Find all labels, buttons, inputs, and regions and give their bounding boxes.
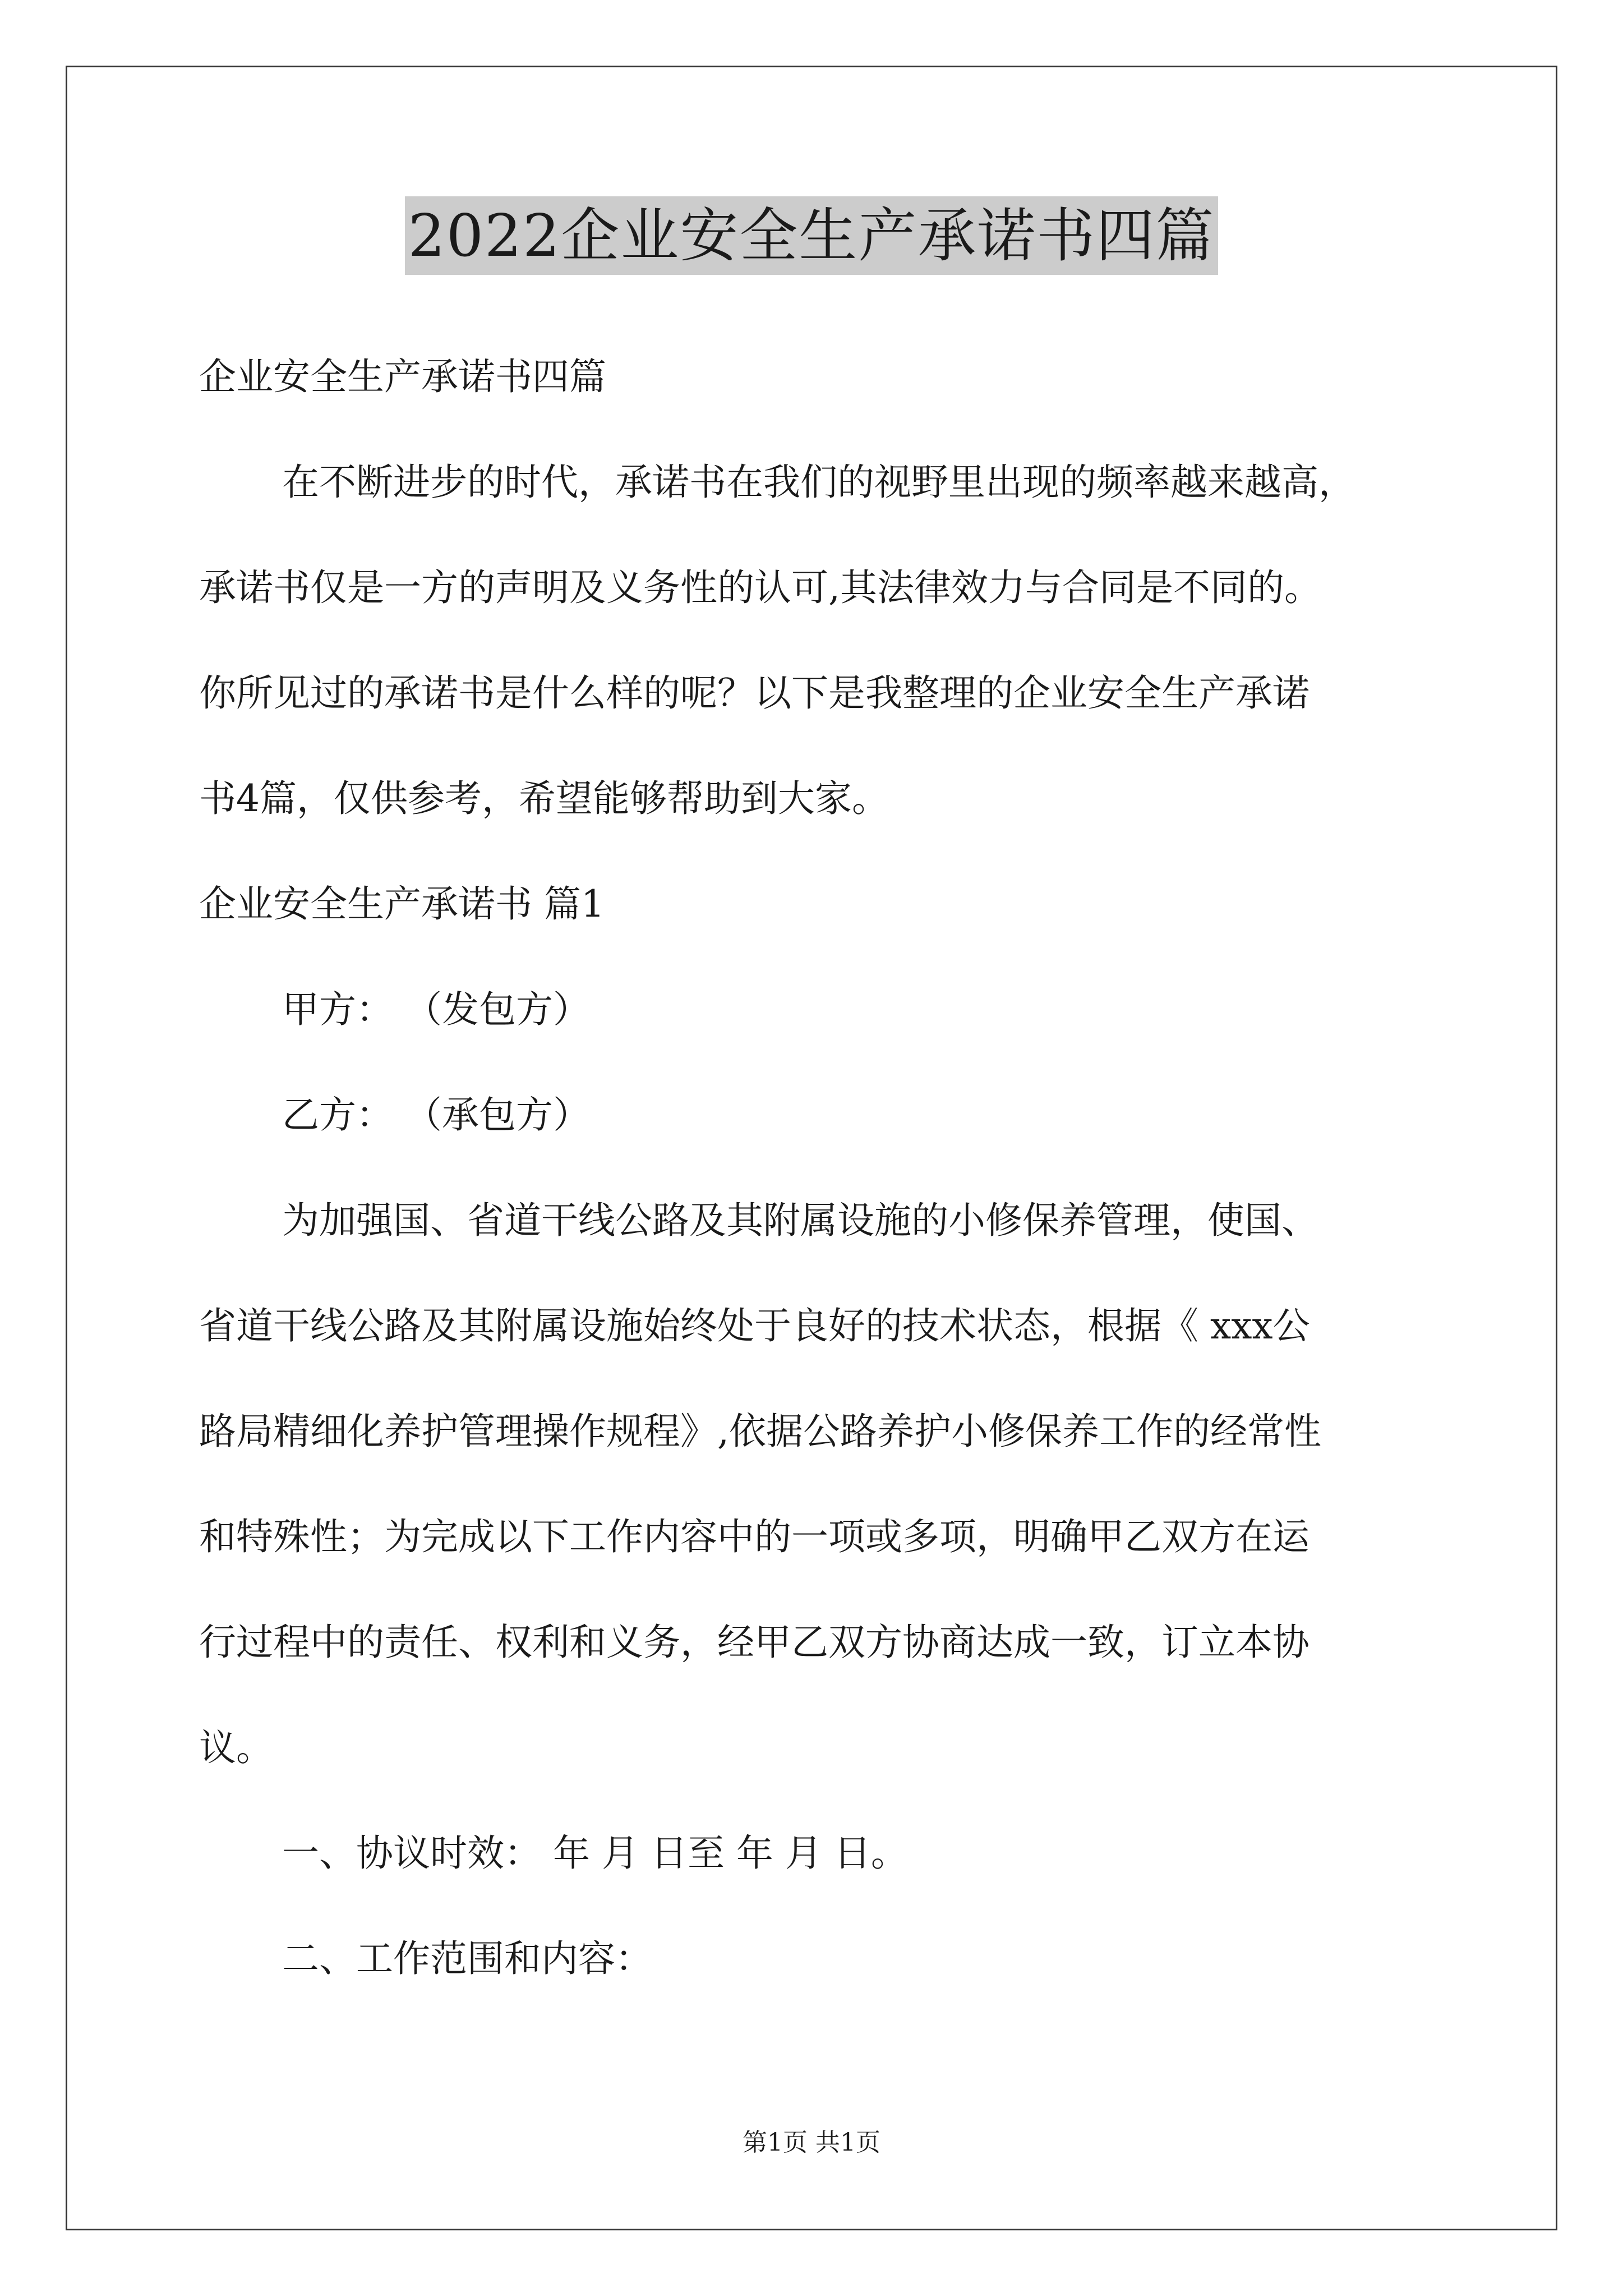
paragraph-line: 路局精细化养护管理操作规程》,依据公路养护小修保养工作的经常性: [199, 1410, 1321, 1453]
party-a-line: 甲方： （发包方）: [282, 988, 590, 1031]
paragraph-line: 你所见过的承诺书是什么样的呢？以下是我整理的企业安全生产承诺: [199, 671, 1310, 715]
paragraph-line: 承诺书仅是一方的声明及义务性的认可,其法律效力与合同是不同的。: [199, 566, 1321, 609]
party-b-line: 乙方： （承包方）: [282, 1093, 590, 1137]
paragraph-line: 省道干线公路及其附属设施始终处于良好的技术状态，根据《 xxx公: [199, 1304, 1310, 1347]
paragraph-line: 书4篇，仅供参考，希望能够帮助到大家。: [199, 777, 889, 820]
title-container: [0, 196, 1623, 275]
paragraph-line: 为加强国、省道干线公路及其附属设施的小修保养管理，使国、: [282, 1199, 1318, 1242]
document-title: 2022企业安全生产承诺书四篇: [405, 196, 1219, 275]
clause-line: 一、协议时效： 年 月 日至 年 月 日。: [282, 1832, 908, 1875]
paragraph-line: 议。: [199, 1726, 273, 1769]
paragraph-line: 和特殊性；为完成以下工作内容中的一项或多项，明确甲乙双方在运: [199, 1515, 1310, 1558]
paragraph-line: 行过程中的责任、权利和义务，经甲乙双方协商达成一致，订立本协: [199, 1621, 1310, 1664]
subtitle-line: 企业安全生产承诺书四篇: [199, 355, 606, 398]
paragraph-line: 在不断进步的时代，承诺书在我们的视野里出现的频率越来越高，: [282, 461, 1355, 504]
page-footer: 第1页 共1页: [743, 2128, 880, 2157]
clause-line: 二、工作范围和内容：: [282, 1937, 652, 1980]
section-heading: 企业安全生产承诺书 篇1: [199, 882, 605, 926]
